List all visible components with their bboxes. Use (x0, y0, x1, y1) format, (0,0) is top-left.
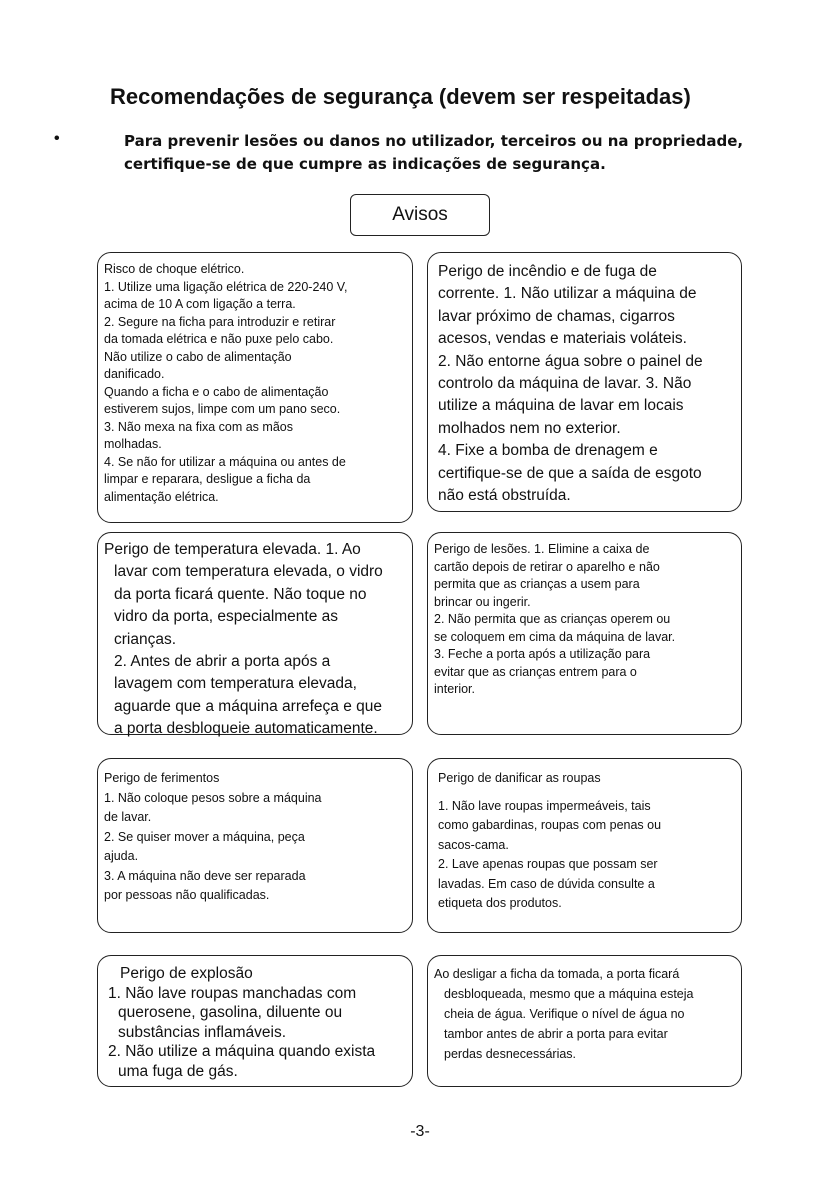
box-line: cheia de água. Verifique o nível de água no (444, 1007, 685, 1021)
box-line: danificado. (104, 367, 165, 381)
box-line: lavar com temperatura elevada, o vidro (114, 563, 383, 581)
box-line: a porta desbloqueie automaticamente. (114, 720, 378, 738)
warning-electric-shock (97, 252, 413, 523)
box-line: 2. Não entorne água sobre o painel de (438, 352, 703, 370)
box-line: uma fuga de gás. (118, 1062, 238, 1080)
box-line: querosene, gasolina, diluente ou (118, 1004, 343, 1021)
warning-explosion (97, 955, 413, 1087)
box-line: ajuda. (104, 849, 139, 863)
box-line: sacos-cama. (438, 837, 509, 852)
box-line: molhadas. (104, 437, 162, 451)
box-line: 1. Utilize uma ligação elétrica de 220-240 V, (104, 279, 348, 294)
box-line: evitar que as crianças entrem para o (434, 664, 637, 679)
box-line: substâncias inflamáveis. (118, 1023, 286, 1041)
warning-high-temperature (97, 532, 413, 738)
box-line: 3. Não mexa na fixa com as mãos (104, 419, 293, 434)
box-line: utilize a máquina de lavar em locais (438, 397, 684, 415)
box-line: acesos, vendas e materiais voláteis. (438, 330, 687, 348)
box-line: da tomada elétrica e não puxe pelo cabo. (104, 332, 334, 346)
box-line: 2. Não permita que as crianças operem ou (434, 612, 671, 626)
box-line: cartão depois de retirar o aparelho e não (434, 559, 660, 574)
box-line: 4. Fixe a bomba de drenagem e (438, 442, 658, 460)
box-line: 3. Feche a porta após a utilização para (434, 647, 651, 661)
box-line: interior. (434, 682, 475, 696)
box-line: desbloqueada, mesmo que a máquina esteja (444, 987, 694, 1001)
box-line: 1. Não lave roupas impermeáveis, tais (438, 798, 651, 813)
box-line: controlo da máquina de lavar. 3. Não (438, 375, 692, 393)
warning-wounds (97, 758, 413, 933)
box-line: Perigo de explosão (120, 965, 253, 982)
avisos-heading: Avisos (350, 194, 490, 236)
box-line: tambor antes de abrir a porta para evitar (444, 1027, 668, 1041)
box-line: 1. Não coloque pesos sobre a máquina (104, 790, 322, 805)
box-line: não está obstruída. (438, 487, 571, 505)
box-line: 2. Segure na ficha para introduzir e retirar (104, 314, 336, 329)
box-line: da porta ficará quente. Não toque no (114, 585, 367, 603)
box-line: Ao desligar a ficha da tomada, a porta ficará (434, 967, 680, 981)
box-line: 2. Não utilize a máquina quando exista (108, 1043, 376, 1060)
bullet: • (54, 130, 60, 147)
box-line: 3. A máquina não deve ser reparada (104, 868, 306, 883)
box-line: lavagem com temperatura elevada, (114, 675, 357, 693)
page-number: -3- (410, 1123, 430, 1140)
box-line: molhados nem no exterior. (438, 419, 621, 437)
box-line: perdas desnecessárias. (444, 1047, 577, 1061)
box-line: Perigo de ferimentos (104, 771, 220, 785)
box-line: aguarde que a máquina arrefeça e que (114, 697, 383, 715)
box-line: limpar e reparara, desligue a ficha da (104, 472, 311, 486)
box-line: permita que as crianças a usem para (434, 577, 640, 591)
box-line: por pessoas não qualificadas. (104, 888, 270, 902)
warning-damage-clothes (427, 758, 742, 933)
intro-text: Para prevenir lesões ou danos no utilizador, terceiros ou na propriedade, certifique-se de que cumpre as indicações de segurança. (124, 132, 744, 173)
box-line (438, 789, 735, 797)
box-line: certifique-se de que a saída de esgoto (438, 464, 702, 482)
box-line: de lavar. (104, 810, 152, 824)
warning-injury (427, 532, 742, 735)
box-line: 2. Antes de abrir a porta após a (114, 653, 331, 671)
warning-fire (427, 252, 742, 512)
box-line: Quando a ficha e o cabo de alimentação (104, 384, 329, 399)
page-title: Recomendações de segurança (devem ser respeitadas) (110, 84, 691, 109)
box-line: lavadas. Em caso de dúvida consulte a (438, 876, 655, 891)
box-line: Perigo de temperatura elevada. 1. Ao (104, 541, 361, 558)
box-line: 4. Se não for utilizar a máquina ou antes de (104, 454, 346, 469)
box-line: vidro da porta, especialmente as (114, 608, 339, 626)
box-line: Risco de choque elétrico. (104, 262, 245, 276)
box-line: como gabardinas, roupas com penas ou (438, 818, 662, 832)
box-line: Perigo de danificar as roupas (438, 771, 601, 785)
box-line: 2. Lave apenas roupas que possam ser (438, 857, 658, 871)
box-line: crianças. (114, 630, 177, 648)
box-line: alimentação elétrica. (104, 489, 219, 504)
box-line: estiverem sujos, limpe com um pano seco. (104, 402, 341, 416)
box-line: Não utilize o cabo de alimentação (104, 349, 292, 364)
box-line: 1. Não lave roupas manchadas com (108, 984, 357, 1002)
box-line: lavar próximo de chamas, cigarros (438, 307, 675, 325)
box-line: Perigo de lesões. 1. Elimine a caixa de (434, 542, 650, 556)
box-line: Perigo de incêndio e de fuga de (438, 263, 657, 280)
warning-door-unlock (427, 955, 742, 1087)
box-line: corrente. 1. Não utilizar a máquina de (438, 285, 697, 303)
box-line: acima de 10 A com ligação a terra. (104, 297, 296, 311)
box-line: se coloquem em cima da máquina de lavar. (434, 629, 676, 644)
box-line: 2. Se quiser mover a máquina, peça (104, 829, 305, 844)
box-line: etiqueta dos produtos. (438, 896, 562, 910)
box-line: brincar ou ingerir. (434, 594, 531, 609)
